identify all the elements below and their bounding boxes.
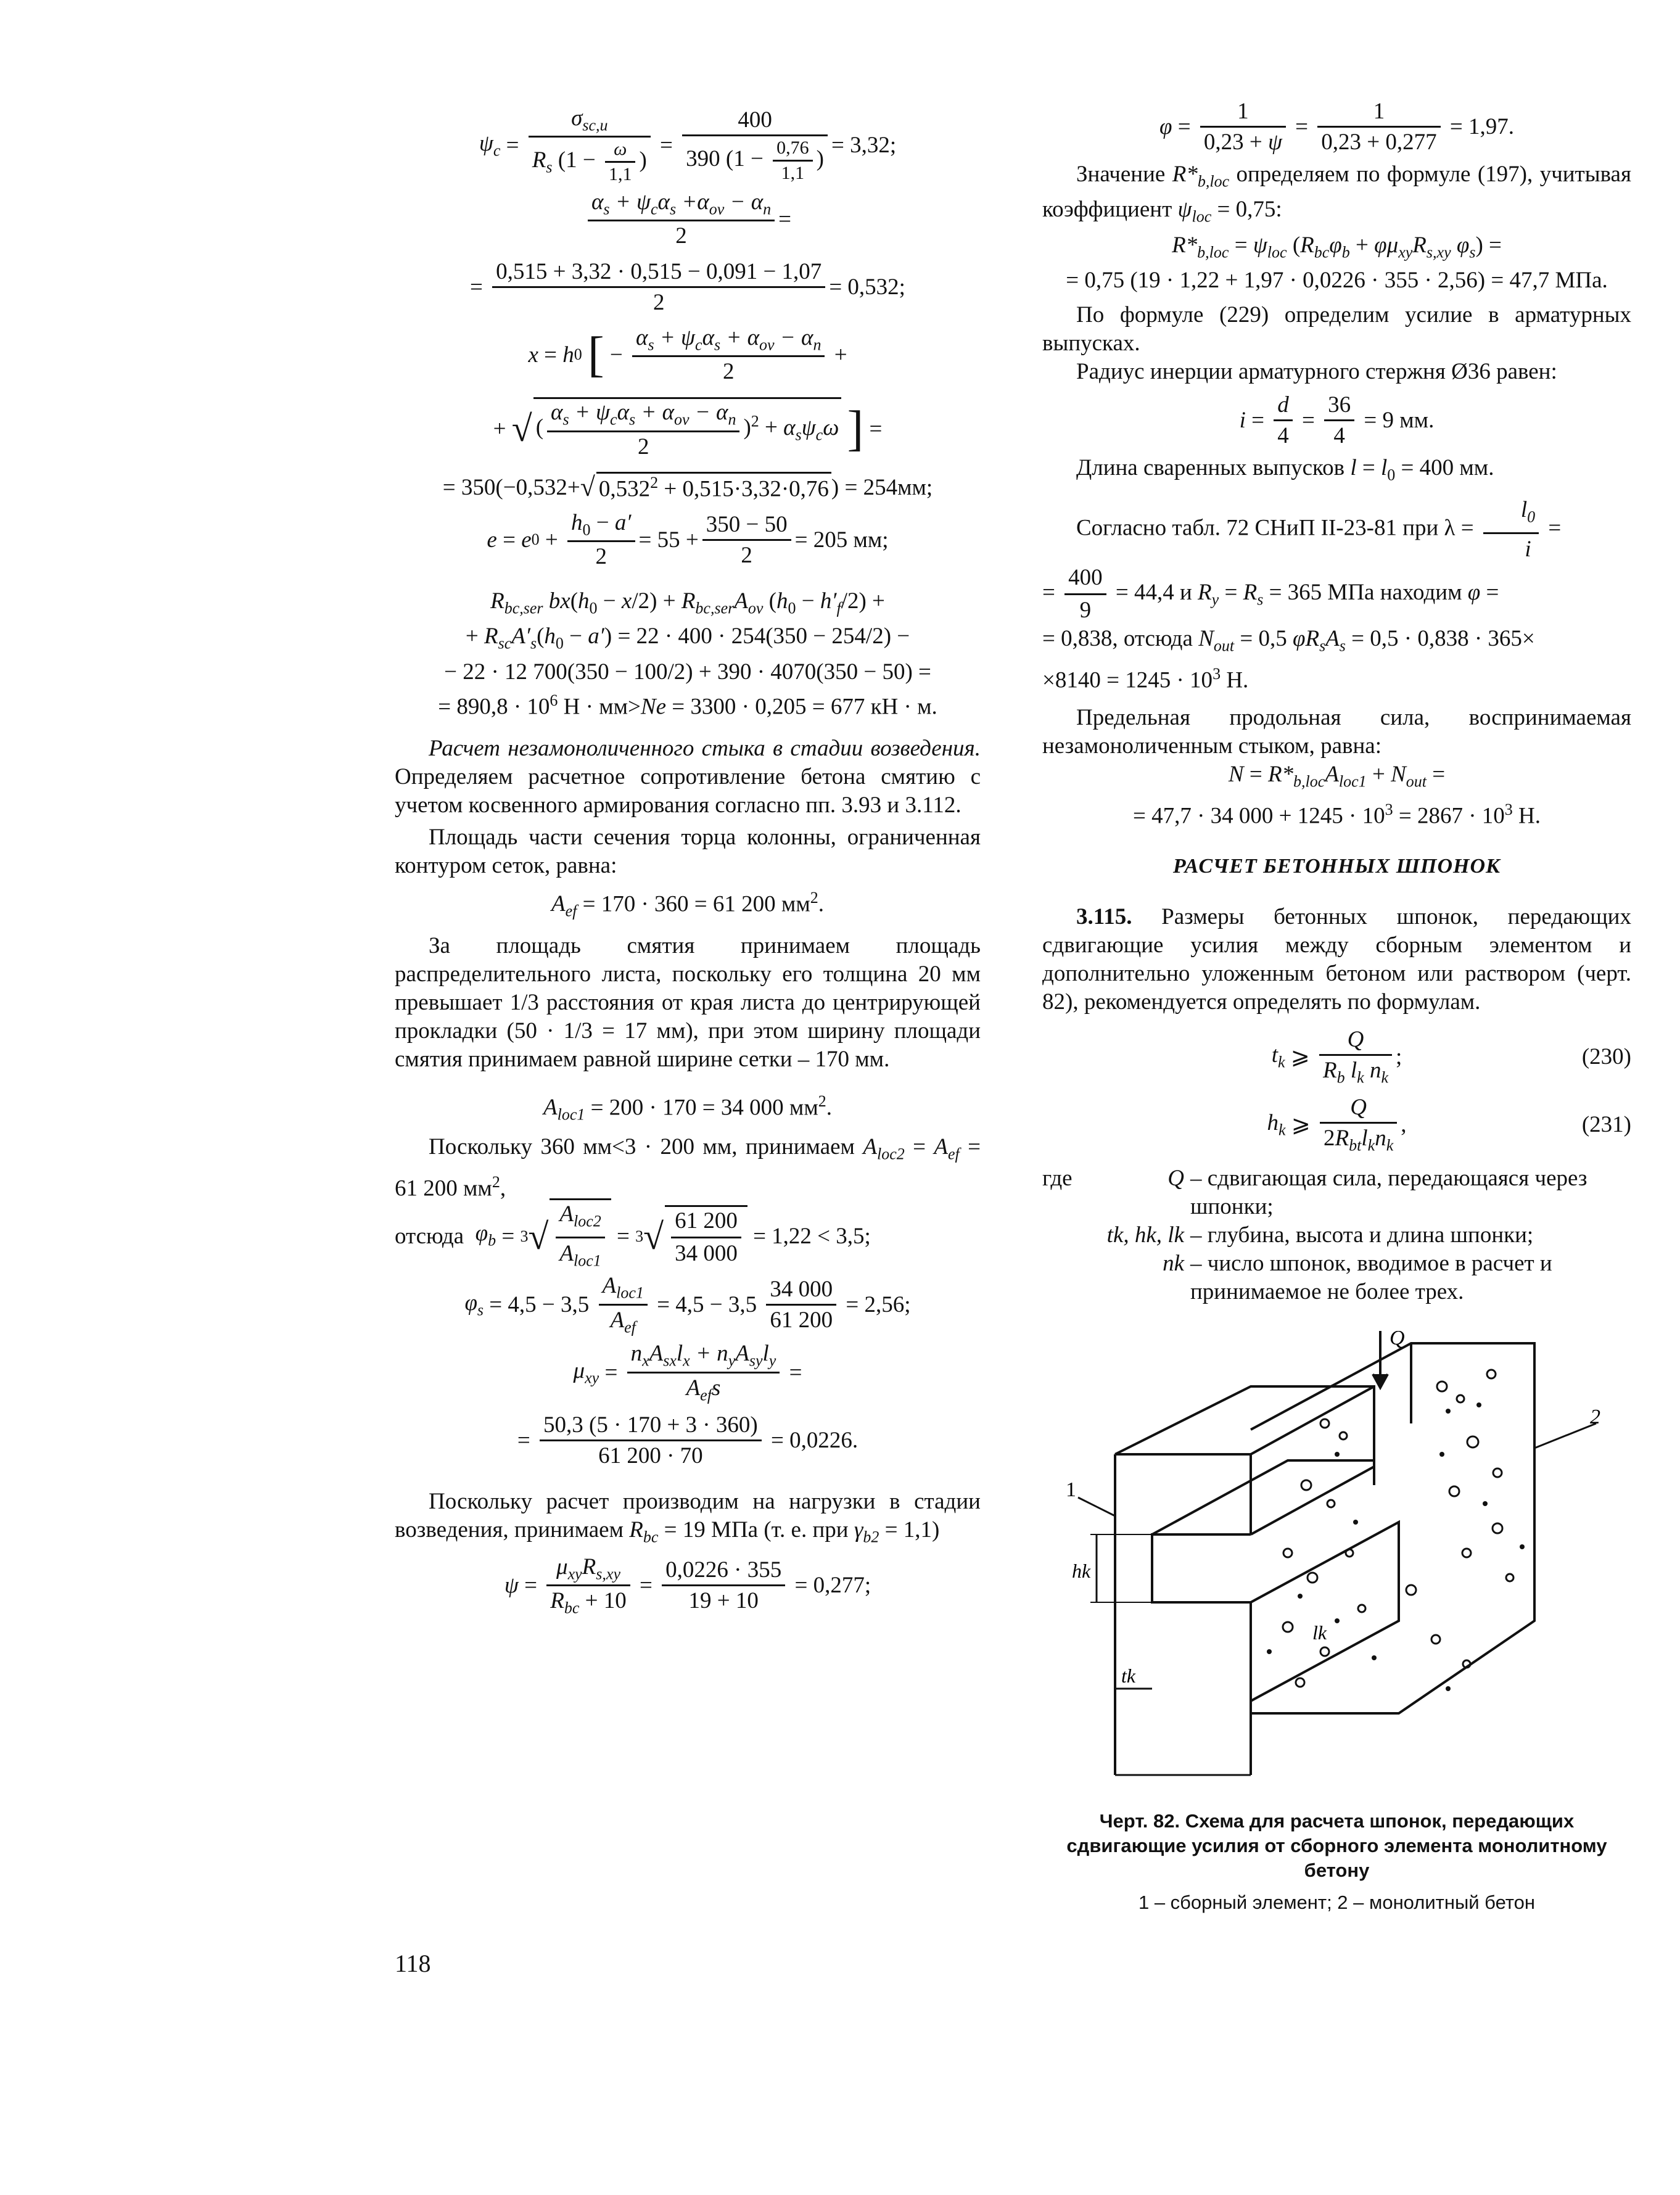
eq-psi: ψ = $\frac{\mu_{xy}R_{s,xy}}{R_{bc} + 10}$ = $\frac{0,0226 \cdot 355}{19 + 10}$ = 0,277; <box>504 1554 871 1617</box>
eq-phi: φ = $\frac{1}{0,23 + \psi}$ = $\frac{1}{0,23 + 0,277}$ = 1,97. <box>1159 98 1515 155</box>
eq-r-line2: + $R_{sc}A'_s(h_0 - a') = 22 \cdot 400 \cdot 254(350 - 254/2)$ − <box>465 624 910 653</box>
paragraph-area: Площадь части сечения торца колонны, ограниченная контуром сеток, равна: <box>395 825 981 879</box>
paragraph-erection: Расчет незамоноличенного стыка в стадии возведения. Определяем расчетное сопротивление бетона смятию с учетом косвенного армирования согласно пп. 3.93 и 3.112. <box>395 736 981 818</box>
definition-nk: nk – число шпонок, вводимое в расчет и принимаемое не более трех. <box>1163 1251 1552 1305</box>
eq-rbloc-line2: = 0,75 (19 · 1,22 + 1,97 · 0,0226 · 355 · 2,56) = 47,7 МПа. <box>1066 268 1608 294</box>
eq-n-line1: $N = R*_{b,loc}A_{loc1} + N_{out}$ = <box>1228 761 1446 791</box>
label-lk: lk <box>1312 1621 1327 1644</box>
eq-phis: $\varphi_s$ = 4,5 − 3,5 $\frac{A_{loc1}}{A_{ef}}$ = 4,5 − 3,5 $\frac{34 000}{61 200}$ = 2,56; <box>464 1273 911 1336</box>
shear-key-diagram <box>1066 1331 1608 1787</box>
eq-mu-line2: = $\frac{50,3 (5 \cdot 170 + 3 \cdot 360)}{61 200 \cdot 70}$ = 0,0226. <box>517 1412 859 1468</box>
paragraph-rbloc: Значение $R*_{b,loc}$ определяем по формуле (197), учитывая коэффициент $\psi_{loc} = 0,75$: <box>1042 162 1631 226</box>
page-number: 118 <box>395 1950 431 1977</box>
eq-r-line3: − 22 · 12 700(350 − 100/2) + 390 · 4070(350 − 50) = <box>444 659 931 685</box>
paragraph-aloc2: Поскольку 360 мм<3 · 200 мм, принимаем $A_{loc2} = A_{ef} = 61$ 200 $мм^2$, <box>395 1134 981 1201</box>
paragraph-snip-2: = $\frac{400}{9}$ = 44,4 и $R_y = R_s = 365$ МПа находим φ = <box>1042 564 1499 623</box>
right-column <box>1042 98 1631 1915</box>
label-2: 2 <box>1589 1406 1600 1429</box>
figure-82 <box>1042 1331 1631 1790</box>
eq-i: i = $\frac{d}{4}$ = $\frac{36}{4}$ = 9 мм. <box>1239 392 1435 448</box>
definition-tk-hk-lk: tk, hk, lk – глубина, высота и длина шпонки; <box>1106 1222 1534 1248</box>
eq-e: e = e 0 + $\frac{h_0 - a'}{2}$ = 55 + $\frac{350 - 50}{2}$ = 205 мм; <box>487 509 889 570</box>
eq-n-line2: = 47,7 · 34 $000 + 1245 \cdot 10^3 = 2867 \cdot 10^3$ Н. <box>1132 801 1541 829</box>
paragraph-snip-3: = 0,838, отсюда $N_{out} = 0,5$ $\varphi R_sA_s = 0,5 \cdot 0,838 \cdot 365\times$ <box>1042 625 1535 655</box>
eq-aef: $A_{ef} = 170 \cdot 360 = 61$ 200 $мм^2$. <box>551 889 824 920</box>
label-q: Q <box>1389 1331 1405 1350</box>
paragraph-length: Длина сваренных выпусков $l = l_0 = 400$ мм. <box>1076 455 1494 484</box>
eq-alpha-sum: $\frac{\alpha_s + \psi_c\alpha_s +\alpha_{ov} - \alpha_n}{2}$ = <box>395 185 981 253</box>
left-column <box>395 105 981 1620</box>
eq-mu-line1: $\mu_{xy}$ = $\frac{n_xA_{sx}l_x + n_yA_{sy}l_y}{A_{ef}s}$ = <box>573 1341 802 1404</box>
eq-rbloc-line1: $R*_{b,loc} = \psi_{loc}$ ($R_{bc}\varphi_b + \varphi\mu_{xy}R_{s,xy}$ $\varphi_s$) = <box>1172 232 1502 262</box>
definition-q: где Q – сдвигающая сила, передающаяся через шпонки; <box>1042 1166 1587 1220</box>
eq-r-line4: = $890,8 \cdot 10^6$ Н · мм>Ne = 3300 · 0,205 = 677 кН · м. <box>438 691 937 720</box>
figure-caption: Черт. 82. Схема для расчета шпонок, передающих сдвигающие усилия от сборного элемента монолитному бетону <box>1066 1810 1607 1882</box>
eq-aloc1: $A_{loc1} = 200 \cdot 170 = 34$ 000 $мм^2$. <box>543 1092 832 1124</box>
eq-psi-c: $\psi_c$ = $\sigma_{sc,u}$ $R_s$ (1 − $\frac{\omega}{1,1}$ ) = 400 390 (1 − $\frac{0,76}{1,1}$ ) = 3,32; <box>479 105 897 185</box>
eq-phib: отсюда $\varphi_b$ = 3 √ $\frac{A_{loc2}}{A_{loc1}}$ = 3 √ $\frac{61 200}{34 000}$ = 1,22 < 3,5; <box>395 1203 981 1270</box>
eq-x-line2: + √ ( $\frac{\alpha_s + \psi_c\alpha_s + \alpha_{ov} - \alpha_n}{2}$ )$^2 + \alpha_s\psi_c\omega$ ] = <box>395 389 981 469</box>
paragraph-snip-1: Согласно табл. 72 СНиП II-23-81 при λ = $\frac{l_0}{i}$ = <box>1076 496 1562 562</box>
paragraph-limit: Предельная продольная сила, воспринимаемая незамоноличенным стыком, равна: <box>1042 704 1631 759</box>
paragraph-radius: Радиус инерции арматурного стержня Ø36 равен: <box>1076 359 1557 385</box>
paragraph-snip-4: $\times 8140 = 1245 \cdot 10^3$ Н. <box>1042 665 1249 693</box>
section-heading: РАСЧЕТ БЕТОННЫХ ШПОНОК <box>1172 855 1501 878</box>
eq-tk: $t_k$ ⩾ $\frac{Q}{R_b l_k n_k}$ ; (230) <box>1271 1027 1631 1087</box>
label-1: 1 <box>1065 1478 1076 1502</box>
paragraph-bearing: За площадь смятия принимаем площадь распределительного листа, поскольку его толщина 20 мм превышает 1/3 расстояния от края листа до центрирующей прокладки (50 · 1/3 = 17 мм), при этом ширину площади смятия принимаем равной ширине сетки – 170 мм. <box>395 933 981 1072</box>
paragraph-3-115: 3.115. Размеры бетонных шпонок, передающих сдвигающие усилия между сборным элементом и дополнительно уложенным бетоном или раствором (черт. 82), рекомендуется определять по формулам. <box>1042 904 1631 1015</box>
paragraph-rbc: Поскольку расчет производим на нагрузки в стадии возведения, принимаем $R_{bc} = 19$ МПа (т. е. при $\gamma_{b2} = 1,1$) <box>395 1489 981 1546</box>
label-tk: tk <box>1121 1665 1135 1687</box>
eq-x-line1: x = h 0 [ − $\frac{\alpha_s + \psi_c\alpha_s + \alpha_{ov} - \alpha_n}{2}$ + <box>528 324 847 385</box>
eq-alpha-value: = $\frac{0,515 + 3,32 \cdot 0,515 - 0,091 - 1,07}{2}$ = 0,532; <box>470 258 905 315</box>
figure-legend: 1 – сборный элемент; 2 – монолитный бетон <box>1138 1892 1536 1914</box>
eq-r-line1: $R_{bc,ser}$ $bx(h_0 - x/2) + R_{bc,ser}A_{ov}$ $(h_0 - h'_f/2)$ + <box>490 588 885 617</box>
paragraph-formula-229: По формуле (229) определим усилие в арматурных выпусках. <box>1042 302 1631 356</box>
eq-x-line3: = 350(−0,532+ √ $0,532^2 + 0,515\cdot 3,32\cdot 0,76$ ) = 254мм; <box>442 472 933 502</box>
eq-hk: $h_k$ ⩾ $\frac{Q}{2R_{bt}l_kn_k}$ , (231) <box>1267 1095 1631 1155</box>
label-hk: hk <box>1071 1560 1090 1583</box>
